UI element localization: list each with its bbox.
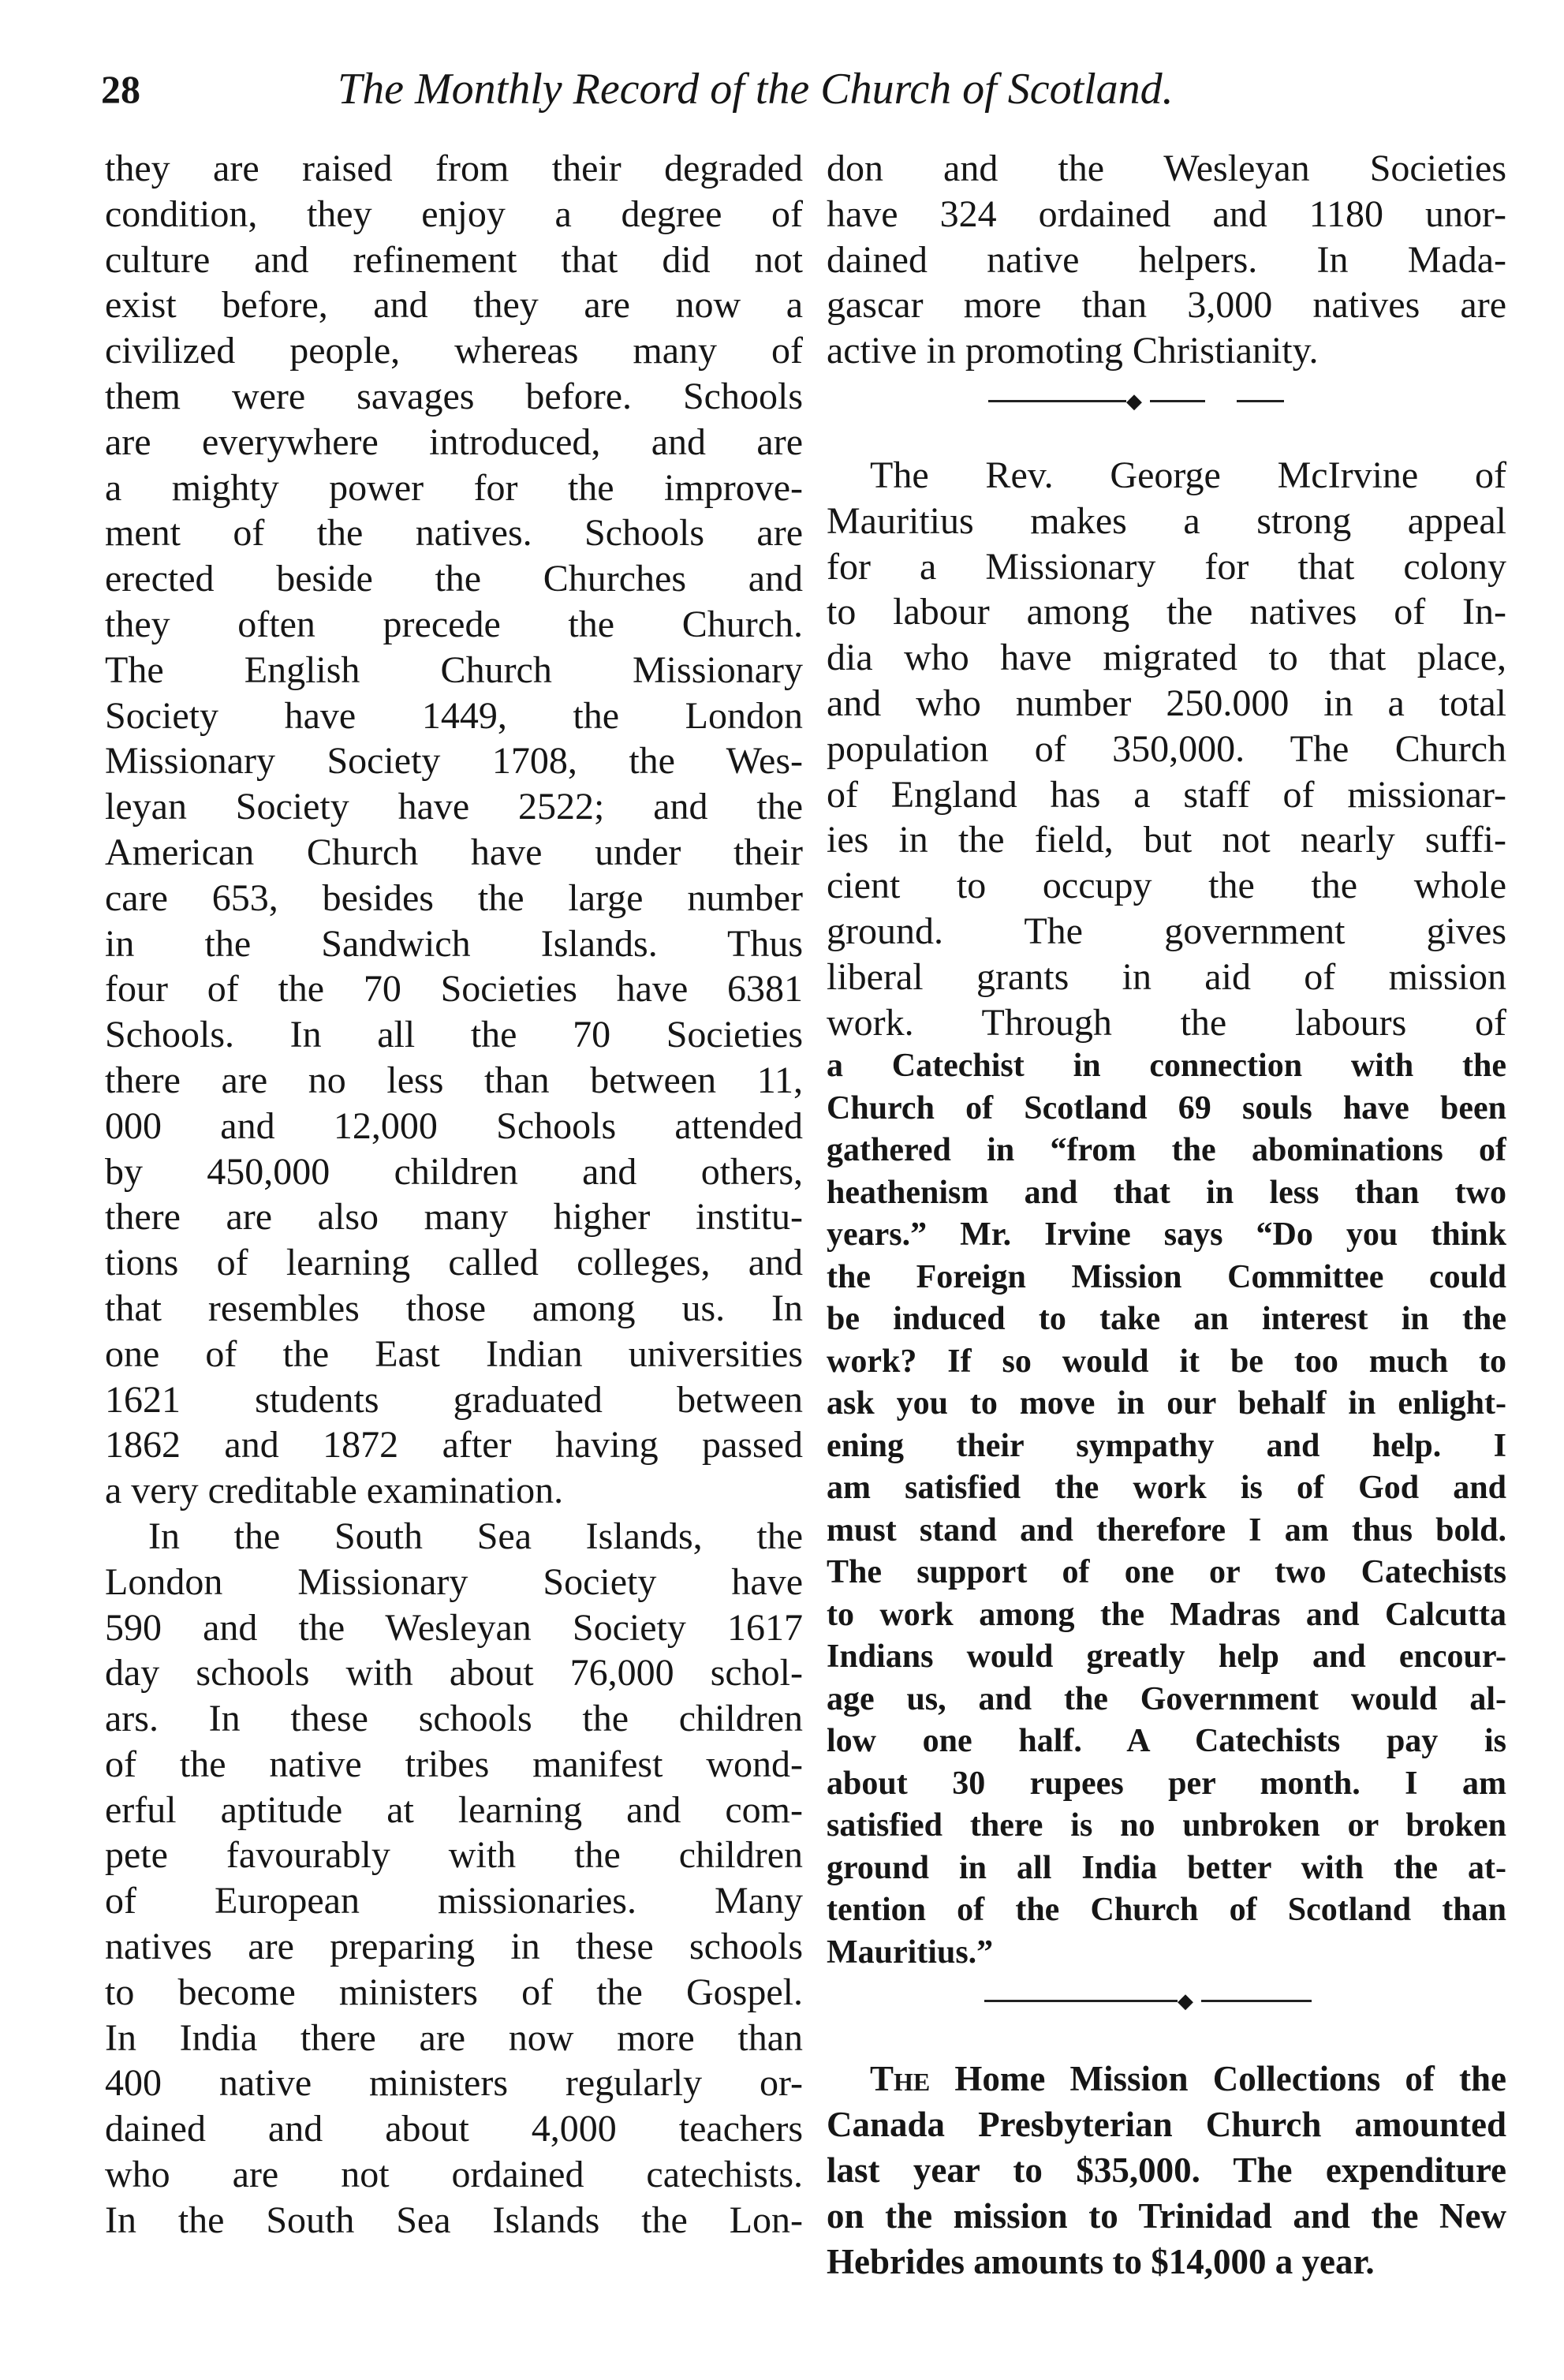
text-line: 400 native ministers regularly or- [105,2062,803,2105]
page-header [101,62,1331,125]
text-line: liberal grants in aid of mission [827,955,1506,998]
text-line: age us, and the Government would al- [827,1680,1506,1717]
text-line: culture and refinement that did not [105,238,803,281]
text-line: to become ministers of the Gospel. [105,1971,803,2013]
section-divider [827,1974,1506,2029]
text-line: gathered in “from the abominations of [827,1132,1506,1169]
text-line: of England has a staff of missionar- [827,773,1506,816]
text-line: erful aptitude at learning and com- [105,1788,803,1831]
right-paragraph-3 [827,2057,1506,2285]
text-line: must stand and therefore I am thus bold. [827,1511,1506,1549]
text-line: condition, they enjoy a degree of [105,192,803,235]
text-line: In India there are now more than [105,2016,803,2059]
text-line: London Missionary Society have [105,1560,803,1603]
text-line: 1621 students graduated between [105,1378,803,1421]
text-line: the Foreign Mission Committee could [827,1258,1506,1295]
text-line: care 653, besides the large number [105,876,803,919]
text-line: 000 and 12,000 Schools attended [105,1104,803,1147]
text-line: are everywhere introduced, and are [105,420,803,463]
text-line: cient to occupy the the whole [827,865,1506,907]
text-line: civilized people, whereas many of [105,330,803,372]
text-line: by 450,000 children and others, [105,1150,803,1193]
text-line: Canada Presbyterian Church amounted [827,2105,1506,2145]
text-line: ask you to move in our behalf in enlight- [827,1385,1506,1422]
text-line: them were savages before. Schools [105,375,803,417]
text-line: heathenism and that in less than two [827,1174,1506,1211]
text-line: dained native helpers. In Mada- [827,238,1506,281]
left-paragraph-1 [105,146,803,1514]
left-column [105,146,803,2244]
text-line: am satisfied the work is of God and [827,1470,1506,1507]
diamond-ornament-icon: ◆ [1126,389,1142,413]
right-paragraph-2 [827,453,1506,1974]
text-line: ars. In these schools the children [105,1698,803,1740]
text-line: years.” Mr. Irvine says “Do you think [827,1216,1506,1254]
text-line: one of the East Indian universities [105,1332,803,1375]
text-line: exist before, and they are now a [105,284,803,327]
text-line: don and the Wesleyan Societies [827,148,1506,189]
text-line: Society have 1449, the London [105,694,803,737]
text-line: work. Through the labours of [827,1001,1506,1044]
text-line: ground in all India better with the at- [827,1849,1506,1886]
text-line: low one half. A Catechists pay is [827,1723,1506,1760]
text-line: natives are preparing in these schools [105,1926,803,1968]
text-line: The English Church Missionary [105,648,803,691]
text-line: Mauritius.” [827,1934,994,1971]
text-line: Hebrides amounts to $14,000 a year. [827,2241,1375,2281]
text-line: Indians would greatly help and encour- [827,1638,1506,1676]
text-line: have 324 ordained and 1180 unor- [827,192,1506,235]
text-line: they often precede the Church. [105,603,803,645]
text-line: in the Sandwich Islands. Thus [105,922,803,965]
text-line: of European missionaries. Many [105,1880,803,1922]
text-line: work? If so would it be too much to [827,1343,1506,1380]
text-line: there are also many higher institu- [105,1196,803,1239]
text-line: satisfied there is no unbroken or broken [827,1807,1506,1844]
text-line: a mighty power for the improve- [105,466,803,509]
text-line: Schools. In all the 70 Societies [105,1014,803,1056]
text-line: day schools with about 76,000 schol- [105,1652,803,1694]
text-line: and who number 250.000 in a total [827,682,1506,724]
text-line: active in promoting Christianity. [827,330,1319,372]
text-line: about 30 rupees per month. I am [827,1765,1506,1802]
text-line: leyan Society have 2522; and the [105,786,803,828]
text-line: they are raised from their degraded [105,148,803,189]
text-line: on the mission to Trinidad and the New [827,2195,1506,2236]
left-paragraph-2 [105,1514,803,2244]
text-line: last year to $35,000. The expenditure [827,2150,1506,2190]
text-line: pete favourably with the children [105,1834,803,1877]
text-line: that resembles those among us. In [105,1287,803,1329]
text-line: erected beside the Churches and [105,558,803,600]
lead-word: The [870,2059,931,2099]
text-line: American Church have under their [105,831,803,873]
text-line: who are not ordained catechists. [105,2154,803,2196]
text-line: four of the 70 Societies have 6381 [105,968,803,1011]
text-line: In the South Sea Islands the Lon- [105,2199,803,2241]
text-line: dained and about 4,000 teachers [105,2108,803,2150]
text-line: population of 350,000. The Church [827,727,1506,770]
text-line: Missionary Society 1708, the Wes- [105,740,803,783]
right-column [827,146,1506,2285]
text-line: of the native tribes manifest wond- [105,1743,803,1785]
text-line: to labour among the natives of In- [827,591,1506,633]
text-line: ground. The government gives [827,910,1506,952]
divider-rule [1150,400,1205,402]
text-line [827,2057,1506,2102]
text-line: 1862 and 1872 after having passed [105,1424,803,1466]
diamond-ornament-icon: ◆ [1178,1990,1193,2013]
text-line: a very creditable examination. [105,1470,564,1512]
text-line: In the South Sea Islands, the [148,1515,803,1557]
text-line-rest: Home Mission Collections of the [930,2059,1506,2099]
divider-rule [988,400,1126,402]
text-line: ies in the field, but not nearly suffi- [827,819,1506,861]
text-line: The support of one or two Catechists [827,1554,1506,1591]
running-title: The Monthly Record of the Church of Scotland. [338,65,1174,114]
text-line: ment of the natives. Schools are [105,512,803,555]
text-line: Church of Scotland 69 souls have been [827,1089,1506,1126]
text-line: for a Missionary for that colony [827,545,1506,588]
text-line: a Catechist in connection with the [827,1048,1506,1085]
text-line: be induced to take an interest in the [827,1301,1506,1338]
text-line: Mauritius makes a strong appeal [827,499,1506,542]
divider-rule [1201,2000,1312,2002]
text-line: 590 and the Wesleyan Society 1617 [105,1606,803,1649]
text-line: The Rev. George McIrvine of [870,454,1506,496]
divider-rule [1237,400,1284,402]
text-line: tions of learning called colleges, and [105,1242,803,1284]
text-line: dia who have migrated to that place, [827,637,1506,679]
text-line: tention of the Church of Scotland than [827,1892,1506,1929]
page-number: 28 [101,67,140,111]
section-divider [827,374,1506,429]
text-line: ening their sympathy and help. I [827,1427,1506,1464]
text-line: there are no less than between 11, [105,1059,803,1101]
text-line: to work among the Madras and Calcutta [827,1596,1506,1633]
right-paragraph-1 [827,146,1506,374]
text-line: gascar more than 3,000 natives are [827,284,1506,327]
divider-rule [984,2000,1178,2002]
